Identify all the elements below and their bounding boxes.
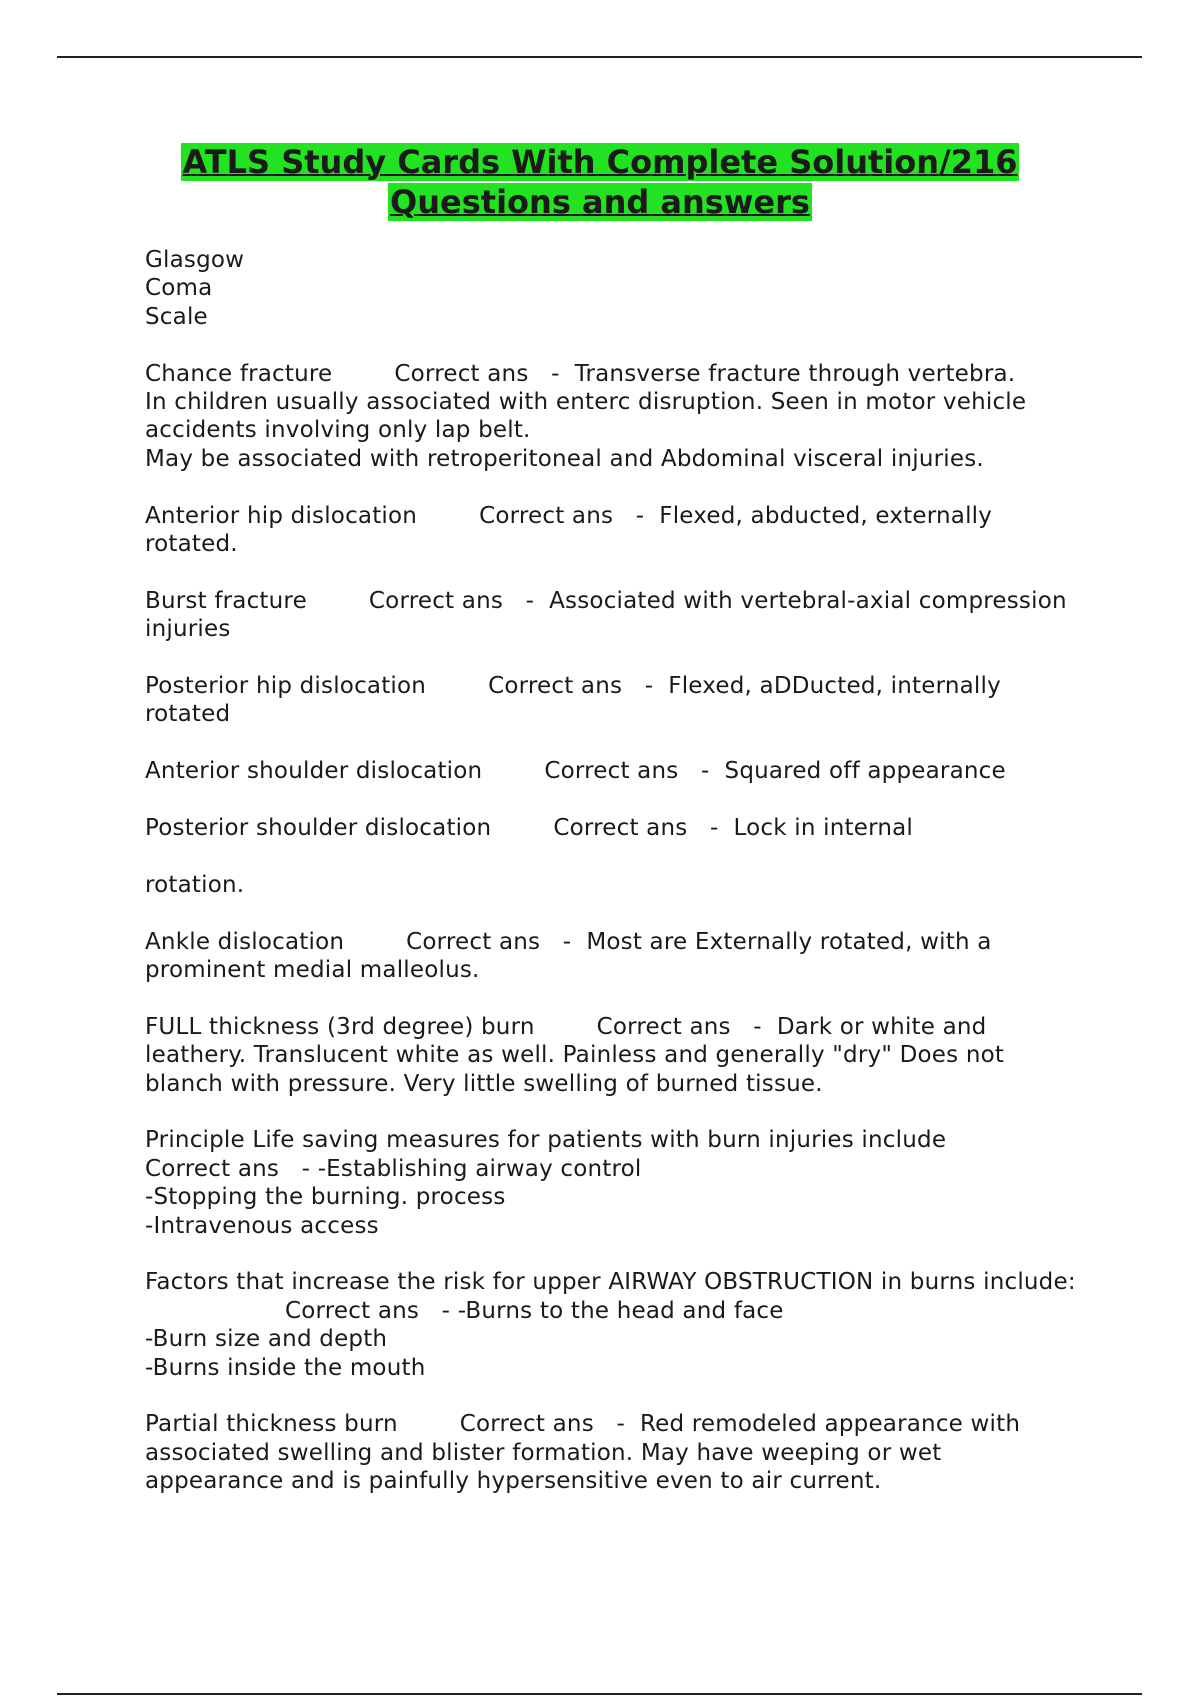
answer-dash: -	[301, 1155, 311, 1182]
study-card	[145, 360, 1085, 474]
correct-ans-label: Correct ans	[406, 928, 541, 955]
card-term: Ankle dislocation	[145, 928, 345, 955]
card-term: Posterior hip dislocation	[145, 673, 427, 700]
correct-ans-label: Correct ans	[459, 1411, 594, 1438]
card-term: Principle Life saving measures for patients with burn injuries include	[145, 1127, 947, 1154]
answer-dash: -	[525, 587, 535, 614]
correct-ans-label: Correct ans	[596, 1013, 731, 1040]
title-line-2: Questions and answers	[390, 183, 810, 221]
correct-ans-label: Correct ans	[544, 758, 679, 785]
answer-dash: -	[644, 673, 654, 700]
document-title	[0, 142, 1200, 222]
card-term: FULL thickness (3rd degree) burn	[145, 1013, 535, 1040]
correct-ans-label: Correct ans	[368, 587, 504, 614]
study-card-continuation	[145, 871, 1085, 899]
answer-dash: -	[616, 1411, 625, 1438]
card-answer: Transverse fracture through vertebra. In children usually associated with enterc disruption. Seen in motor vehicle accidents involving only lap belt. May be associated with retroperitoneal and Abdominal visceral injuries.	[145, 360, 1027, 472]
card-answer: Dark or white and leathery. Translucent white as well. Painless and generally "dry" Does not blanch with pressure. Very little swelling of burned tissue.	[145, 1013, 1012, 1097]
title-line-1: ATLS Study Cards With Complete Solution/216	[182, 143, 1018, 181]
study-card	[145, 1126, 1085, 1240]
correct-ans-label: Correct ans	[553, 815, 688, 842]
study-card	[145, 814, 1085, 842]
study-card	[145, 757, 1085, 785]
correct-ans-label: Correct ans	[145, 1155, 280, 1182]
card-term: Partial thickness burn	[145, 1411, 398, 1438]
card-term: Anterior shoulder dislocation	[145, 758, 483, 785]
study-card	[145, 928, 1085, 985]
card-answer: Associated with vertebral-axial compression injuries	[145, 587, 1075, 643]
card-answer: -Establishing airway control -Stopping the burning. process -Intravenous access	[145, 1155, 642, 1239]
card-answer: -Burns to the head and face -Burn size and depth -Burns inside the mouth	[145, 1297, 784, 1381]
answer-dash: -	[562, 928, 572, 955]
study-card	[145, 502, 1085, 559]
study-card	[145, 1268, 1085, 1382]
card-answer: Lock in internal	[733, 815, 914, 842]
answer-dash: -	[753, 1013, 762, 1040]
answer-dash: -	[700, 758, 710, 785]
study-card	[145, 1410, 1085, 1495]
card-answer: Flexed, aDDucted, internally rotated	[145, 673, 1009, 728]
correct-ans-label: Correct ans	[394, 360, 529, 387]
card-list	[145, 246, 1085, 1524]
card-term: Chance fracture	[145, 360, 333, 387]
correct-ans-label: Correct ans	[488, 673, 623, 700]
study-card	[145, 587, 1085, 644]
answer-dash: -	[709, 815, 719, 842]
answer-dash: -	[551, 360, 560, 387]
card-term: Anterior hip dislocation	[145, 502, 418, 529]
card-answer: Most are Externally rotated, with a prominent medial malleolus.	[145, 928, 1000, 984]
header-line: Scale	[145, 303, 208, 330]
card-answer: rotation.	[145, 871, 245, 898]
card-term: Burst fracture	[145, 587, 307, 614]
correct-ans-label: Correct ans	[479, 502, 614, 529]
card-answer: Red remodeled appearance with associated swelling and blister formation. May have weeping or wet appearance and is painfully hypersensitive even to air current.	[145, 1411, 1028, 1495]
card-term: Posterior shoulder dislocation	[145, 815, 492, 842]
top-rule	[57, 56, 1142, 58]
glasgow-heading	[145, 246, 1085, 331]
header-line: Glasgow	[145, 247, 245, 273]
answer-dash: -	[635, 502, 645, 529]
bottom-rule	[57, 1693, 1142, 1695]
card-answer: Flexed, abducted, externally rotated.	[145, 502, 1000, 558]
correct-ans-label: Correct ans	[285, 1297, 420, 1324]
header-line: Coma	[145, 275, 213, 302]
study-card	[145, 1013, 1085, 1098]
answer-dash: -	[441, 1297, 451, 1324]
card-term: Factors that increase the risk for upper AIRWAY OBSTRUCTION in burns include:	[145, 1269, 1076, 1296]
card-answer: Squared off appearance	[724, 758, 1006, 785]
study-card	[145, 672, 1085, 729]
